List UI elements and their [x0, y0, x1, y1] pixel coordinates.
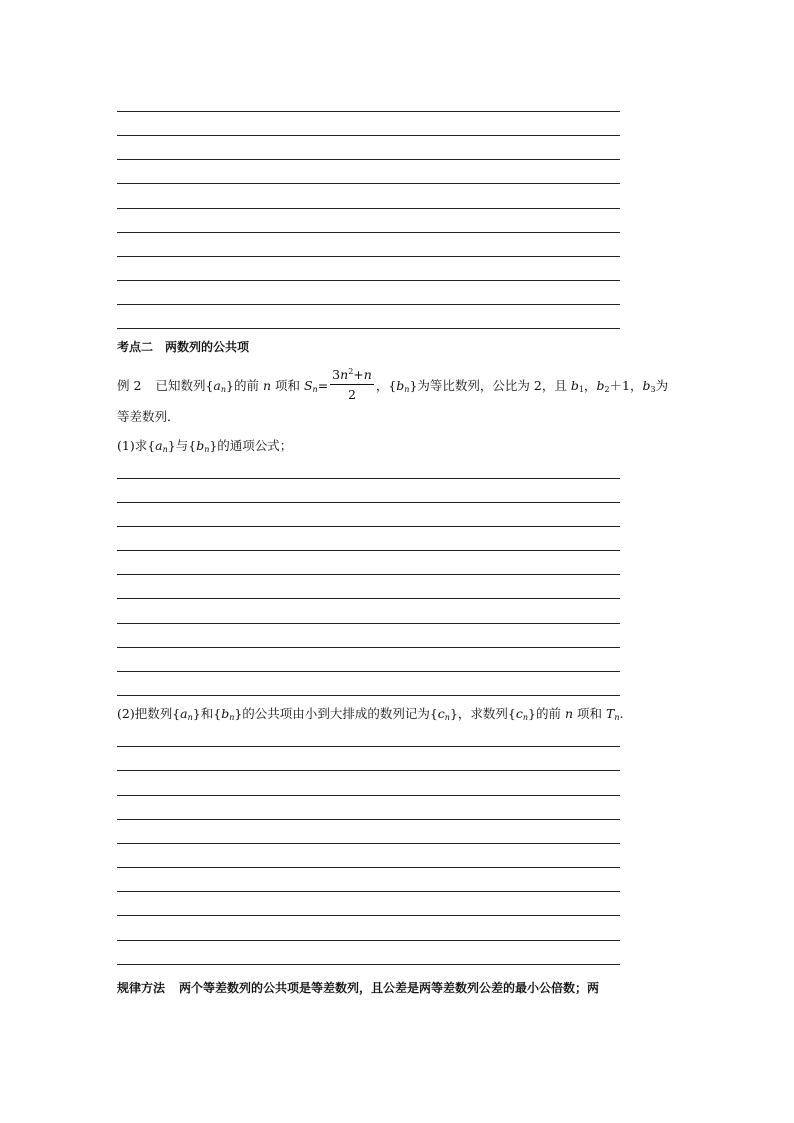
answer-line — [117, 940, 620, 941]
text-run: }的公共项由小到大排成的数列记为{ — [234, 706, 438, 721]
subscript-n: n — [187, 713, 193, 722]
example-statement-cont: 等差数列． — [117, 409, 180, 424]
answer-line — [117, 232, 620, 233]
var-b: b — [642, 378, 651, 393]
var-T: T — [605, 706, 615, 721]
answer-line — [117, 891, 620, 892]
answer-line — [117, 502, 620, 503]
text-run: 项和 — [573, 706, 606, 721]
answer-line — [117, 256, 620, 257]
fraction-numerator — [330, 368, 374, 384]
answer-line — [117, 135, 620, 136]
text-run: . — [619, 706, 624, 721]
answer-line — [117, 770, 620, 771]
subscript-n: n — [522, 713, 529, 722]
text-run: ，{ — [375, 378, 397, 393]
answer-line — [117, 915, 620, 916]
question-1 — [117, 440, 292, 453]
plus-sign: + — [353, 367, 364, 383]
var-n: n — [363, 367, 372, 383]
text-run: }与{ — [167, 438, 197, 453]
answer-line — [117, 598, 620, 599]
var-a: a — [155, 438, 163, 453]
answer-line — [117, 478, 620, 479]
text-run: 3 — [332, 367, 341, 383]
subscript-n: n — [444, 713, 450, 722]
var-n: n — [262, 378, 271, 393]
answer-line — [117, 795, 620, 796]
example-statement — [117, 368, 668, 404]
var-S: S — [303, 378, 313, 393]
answer-line — [117, 208, 620, 209]
subscript-n: n — [312, 385, 318, 394]
subscript-n: n — [614, 713, 620, 722]
text-run: (1)求{ — [117, 438, 156, 453]
method-label: 规律方法 — [117, 981, 166, 995]
text-run: }和{ — [192, 706, 222, 721]
answer-line — [117, 623, 620, 624]
subscript-n: n — [204, 445, 210, 454]
answer-line — [117, 280, 620, 281]
answer-line — [117, 159, 620, 160]
var-a: a — [180, 706, 188, 721]
text-run: }为等比数列，公比为 2，且 — [409, 378, 571, 393]
text-run: }的前 — [528, 706, 565, 721]
subscript-n: n — [229, 713, 235, 722]
answer-line — [117, 964, 620, 965]
text-run: 项和 — [271, 378, 304, 393]
text-run: 已知数列{ — [155, 378, 214, 393]
text-run: 为 — [655, 378, 669, 393]
answer-line — [117, 867, 620, 868]
answer-line — [117, 574, 620, 575]
text-run: }的通项公式； — [209, 438, 293, 453]
text-run: }，求数列{ — [449, 706, 516, 721]
answer-line — [117, 746, 620, 747]
answer-line — [117, 526, 620, 527]
answer-line — [117, 111, 620, 112]
subscript-1: 1 — [578, 385, 584, 394]
subscript-2: 2 — [604, 385, 610, 394]
answer-line — [117, 671, 620, 672]
var-b: b — [596, 378, 605, 393]
var-b: b — [221, 706, 230, 721]
text-run: (2)把数列{ — [117, 706, 181, 721]
fraction-denominator: 2 — [348, 386, 356, 402]
var-n: n — [340, 367, 349, 383]
answer-line — [117, 843, 620, 844]
var-b: b — [570, 378, 579, 393]
text-run: }的前 — [226, 378, 263, 393]
var-n: n — [564, 706, 574, 721]
text-run: ， — [583, 378, 597, 393]
subscript-n: n — [162, 445, 168, 454]
method-text: 两个等差数列的公共项是等差数列，且公差是两等差数列公差的最小公倍数；两 — [179, 981, 600, 995]
section-heading: 考点二 两数列的公共项 — [117, 340, 250, 354]
fraction — [330, 368, 374, 400]
subscript-n: n — [404, 385, 410, 394]
answer-line — [117, 819, 620, 820]
answer-line — [117, 647, 620, 648]
var-b: b — [396, 378, 405, 393]
answer-line — [117, 183, 620, 184]
answer-line — [117, 328, 620, 329]
equals-sign: = — [317, 378, 329, 393]
answer-line — [117, 695, 620, 696]
text-run: ＋1， — [609, 378, 643, 393]
question-2 — [117, 708, 623, 721]
exponent: 2 — [348, 367, 354, 377]
subscript-n: n — [220, 385, 226, 394]
answer-line — [117, 304, 620, 305]
answer-line — [117, 550, 620, 551]
method-note — [117, 982, 599, 995]
example-label: 例 2 — [117, 378, 142, 393]
subscript-3: 3 — [650, 385, 656, 394]
var-c: c — [515, 706, 523, 721]
var-b: b — [196, 438, 205, 453]
var-a: a — [213, 378, 221, 393]
var-c: c — [437, 706, 445, 721]
